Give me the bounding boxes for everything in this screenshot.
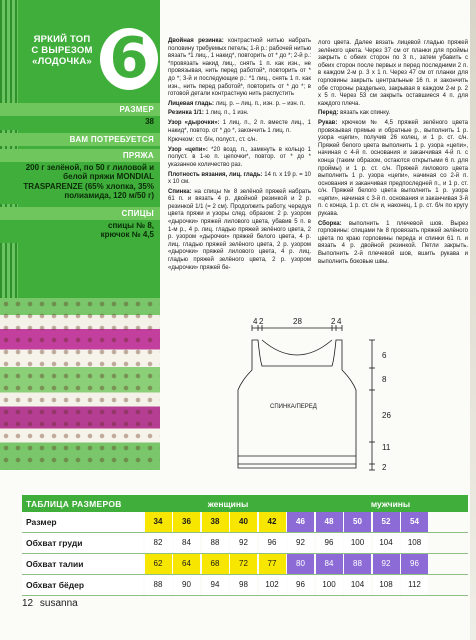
garment-schematic [200,318,470,478]
dim-top-4: 2 [331,317,336,326]
text-back: на спицы № 8 зелёной пряжей набрать 61 п. и вязать 4 р. двойной резинкой и 2 р. резинкой 1/1 (= 2 см). Продолжить работу, чередуя цвета пряжи и узоры след. образом: 2 р. узором «дырочки» пряжей лилового цвета, убавив 5 п. в 1-м р., 4 р. лиц. гладью пряжей зелёного цвета, 2 р. узором «дырочки» пряжей белого цвета, 4 р. лиц. гладью пряжей зелёного цвета, 2 р. узором «дырочки» пряжей лилового цвета, 4 р. лиц. гладью пряжей зелёного цвета, 2 р. узором «дырочки» пряжей бе- [168,188,311,271]
table-cell: 80 [287,554,314,574]
table-cell: 77 [259,554,286,574]
table-row [22,533,468,554]
row-label: Обхват талии [22,554,143,574]
table-cell: 108 [401,533,428,553]
dim-top-3: 28 [293,317,302,326]
table-cell: 104 [373,533,400,553]
size-table-header [22,495,468,512]
dim-right-4: 11 [382,443,391,452]
term-sleeve: Рукав: [318,119,338,126]
table-cell: 46 [287,512,314,532]
table-cell: 54 [401,512,428,532]
dim-top-1: 4 [253,317,258,326]
table-cell: 104 [344,575,371,595]
table-cell: 40 [230,512,257,532]
magazine-brand: susanna [39,598,78,609]
dim-right-1: 6 [382,351,387,360]
table-cell: 52 [373,512,400,532]
dim-top-5: 4 [337,317,342,326]
row-label: Обхват бёдер [22,575,143,595]
info-block [0,100,160,243]
table-row [22,512,468,533]
table-cell: 38 [202,512,229,532]
table-cell: 100 [344,533,371,553]
term-eyelets: Узор «дырочки»: [168,119,220,126]
term-stockinette: Лицевая гладь: [168,100,215,107]
title-line-3: «ЛОДОЧКА» [32,56,92,67]
page-edge-shadow [470,0,476,640]
table-cell: 112 [401,575,428,595]
table-cell: 50 [344,512,371,532]
text-chains: *20 возд. п., замкнуть в кольцо 1 полуст. в 1-ю п. цепочки*, повтор. от * до * указанное количество раз. [168,146,311,168]
women-header: женщины [207,498,249,509]
text-stockinette: лиц. р. – лиц. п., изн. р. – изн. п. [215,100,305,107]
size-table [22,495,468,596]
table-cell: 96 [316,533,343,553]
text-crochet-stitches: Крючком: ст. б/н, полуст., ст. с/н. [168,137,258,144]
table-cell: 42 [259,512,286,532]
term-rib-1-1: Резинка 1/1: [168,110,204,117]
table-cell: 84 [316,554,343,574]
table-cell: 92 [373,554,400,574]
table-cell: 100 [316,575,343,595]
text-double-rib: контрастной нитью набрать половину требуемых петель; 1-й р.: рабочей нитью вязать *1 лиц., 1 накид*, повторить от * до *; 2-й р.: *провязать накид лиц., снять 1 п. как изн., не провязывая, нить перед работой*, повторить от * до *; 3-й и последующие р.: *1 лиц., снять 1 п. как изн., нить перед работой*, повторить от * до *; в готовой детали контрастную нить распустить [168,38,311,98]
needles-value-2: крючок № 4,5 [100,230,154,239]
table-cell: 48 [316,512,343,532]
eyelet-pattern-overlay [0,298,160,470]
yarn-value: 200 г зелёной, по 50 г лиловой и белой пряжи MONDIAL TRASPARENZE (65% хлопка, 35% полиамида, 120 м/50 г) [0,162,160,204]
needles-value [0,220,160,243]
table-cell: 90 [173,575,200,595]
schematic-label: СПИНКА/ПЕРЕД [270,404,317,410]
title-line-1: ЯРКИЙ ТОП [33,34,91,45]
size-value: 38 [0,116,160,130]
term-assembly: Сборка: [318,220,342,227]
table-cell: 84 [173,533,200,553]
table-cell: 94 [202,575,229,595]
table-cell: 102 [259,575,286,595]
term-gauge: Плотность вязания, лиц. гладь: [168,171,263,178]
table-cell: 64 [173,554,200,574]
table-row [22,554,468,575]
table-cell: 72 [230,554,257,574]
men-header: мужчины [370,498,411,509]
page-number: 12 [22,598,34,609]
row-label: Обхват груди [22,533,143,553]
table-cell: 82 [145,533,172,553]
text-rib-1-1: 1 лиц. п., 1 изн. [205,110,249,117]
table-row [22,575,468,596]
text-back-continued: лого цвета. Далее вязать лицевой гладью пряжей зелёного цвета. Через 37 см от планки для проймы закрыть с обеих сторон по 3 п., затем убавить с обеих сторон после первых и перед последними 2 п. в каждом 2-м р. 3 х 1 п. Через 47 см от планки для горловины закрыть центральные 16 п. и закончить обе стороны раздельно, закрывая в каждом 2-м р. 2 х 5 п. Через 53 см закрыть оставшиеся 4 п. для каждого плеча. [318,40,468,107]
table-cell: 98 [230,575,257,595]
schematic-drawing [200,318,470,478]
pattern-title [22,34,102,67]
table-cell: 68 [202,554,229,574]
table-cell: 36 [173,512,200,532]
needs-label: ВАМ ПОТРЕБУЕТСЯ [0,133,160,146]
term-back: Спинка: [168,188,192,195]
text-gauge: 14 п. х 19 р. = 10 х 10 см. [168,171,311,186]
table-cell: 88 [202,533,229,553]
yarn-label: ПРЯЖА [0,149,160,162]
table-cell: 96 [287,575,314,595]
term-double-rib: Двойная резинка: [168,38,224,44]
text-assembly: выполнить 1 плечевой шов. Вырез горловины: спицами № 8 провязать пряжей зелёного цвета по краю горловины переда и спинки 61 п. и вязать 4 р. двойной резинкой. Петли закрыть. Выполнить 2-й плечевой шов, вшить рукава и выполнить боковые швы. [318,220,468,265]
size-table-title: ТАБЛИЦА РАЗМЕРОВ [26,498,122,509]
table-cell: 88 [145,575,172,595]
dim-right-5: 2 [382,463,387,472]
table-cell: 96 [259,533,286,553]
text-eyelets: 1 лиц. п., 2 п. вместе лиц., 1 накид*, повтор. от * до *, закончить 1 лиц. п. [168,119,311,134]
row-label: Размер [22,512,143,532]
text-front: вязать как спинку. [340,110,391,117]
title-line-2: С ВЫРЕЗОМ [31,45,93,56]
size-table-body [22,512,468,596]
table-cell: 88 [344,554,371,574]
size-label: РАЗМЕР [0,103,160,116]
dim-right-2: 8 [382,375,387,384]
table-cell: 108 [373,575,400,595]
instructions-column-1 [168,38,311,274]
pattern-number: 6 [100,28,158,90]
table-cell: 96 [401,554,428,574]
table-cell: 62 [145,554,172,574]
instructions-column-2 [318,40,468,268]
needles-value-1: спицы № 8, [108,220,154,230]
needles-label: СПИЦЫ [0,207,160,220]
term-chains: Узор «цепи»: [168,146,208,153]
text-sleeve: крючком № 4,5 пряжей зелёного цвета провязывая прямые и обратные р., выполнить 1 р. узора «цепи», получив 26 колец, и 1 р. ст. с/н. Пряжей белого цвета выполнить 1 р. узора «цепи», начиная с 4-й п. основания и заканчивая 4-й п. с конца (таким образом, остаются открытыми 6 п. для проймы) и 1 р. ст. с/н. Пряжей лилового цвета выполнить 1 р. узора «цепи», начиная со 2-й п. основания и заканчивая предпоследней п., и 1 р. ст. с/н. Пряжей белого цвета выполнить 1 р. узора «цепи», начиная с 3-й п. основания и заканчивая 3-й п. с конца, 1 р. ст. с/н и, наконец, 1 р. ст. б/н по кругу рукава. [318,119,468,218]
term-front: Перед: [318,110,339,117]
table-cell: 92 [230,533,257,553]
dim-top-2: 2 [259,317,264,326]
page-footer [22,598,78,609]
table-cell: 34 [145,512,172,532]
dim-right-3: 26 [382,411,391,420]
table-cell: 92 [287,533,314,553]
